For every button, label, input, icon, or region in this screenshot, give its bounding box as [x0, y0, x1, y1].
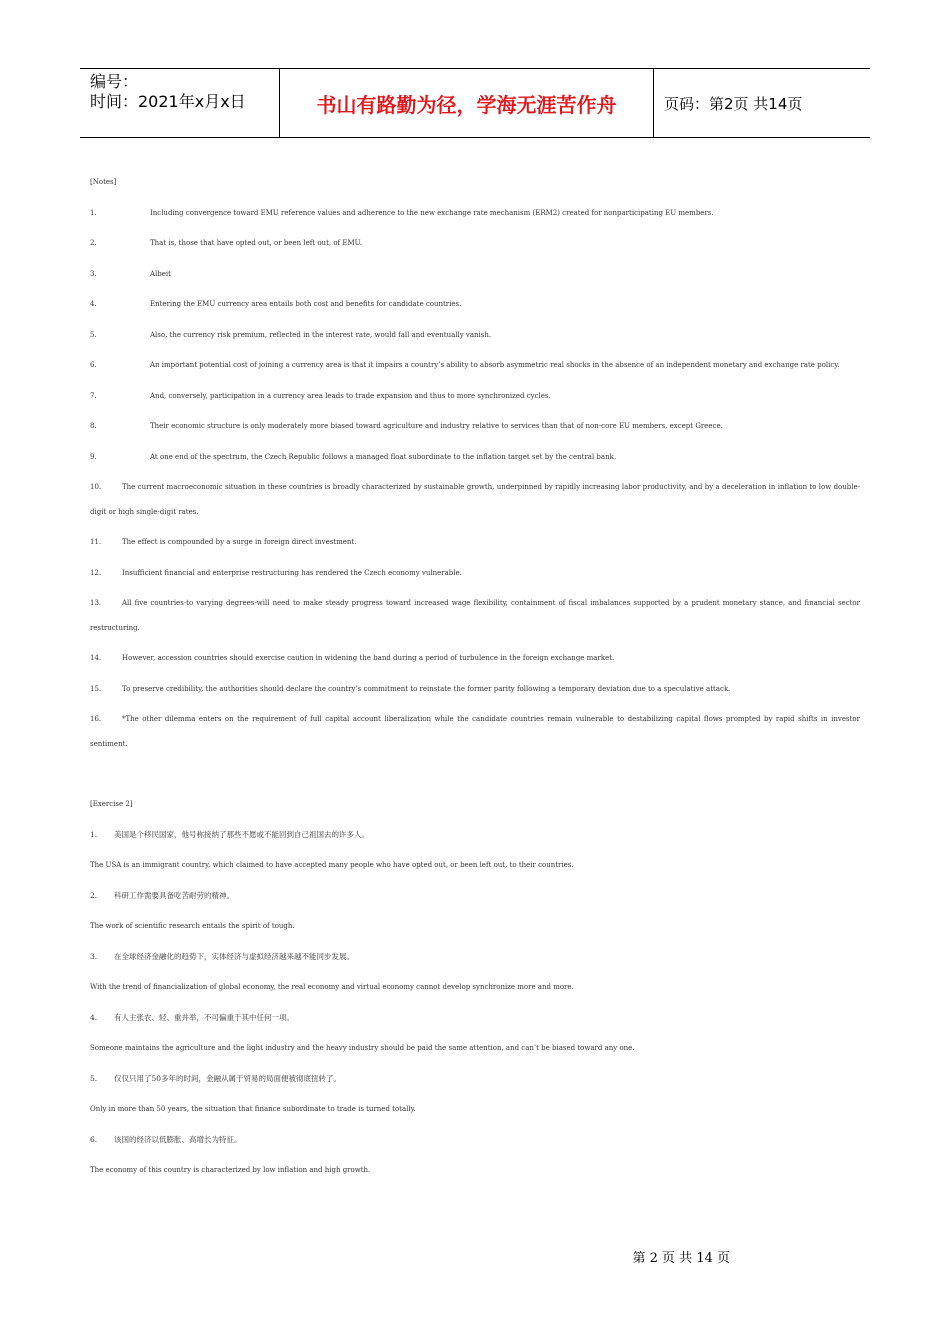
- note-item: [90, 646, 860, 671]
- exercise-chinese: [90, 884, 860, 909]
- note-text: At one end of the spectrum, the Czech Republic follows a managed float subordinate to the inflation target set by the central bank.: [150, 452, 617, 461]
- note-text: *The other dilemma enters on the requirement of full capital account liberalization while the candidate countries remain vulnerable to destabilizing capital flows prompted by rapid shifts in investor sentiment.: [90, 715, 860, 748]
- note-text: To preserve credibility, the authorities should declare the country’s commitment to reinstate the former parity following a temporary deviation due to a speculative attack.: [122, 684, 731, 693]
- serial-label: 编号：: [90, 72, 139, 91]
- exercise-number: 5.: [90, 1073, 98, 1083]
- note-text: However, accession countries should exercise caution in widening the band during a period of turbulence in the foreign exchange market.: [122, 654, 615, 662]
- notes-title: [Notes]: [90, 178, 117, 186]
- note-item: [90, 384, 860, 409]
- exercise-number: 6.: [90, 1134, 98, 1144]
- header-info: [80, 69, 280, 137]
- exercise-english: The economy of this country is characterized by low inflation and high growth.: [90, 1166, 371, 1174]
- exercise-chinese: [90, 1006, 860, 1031]
- note-text: And, conversely, participation in a currency area leads to trade expansion and thus to more synchronized cycles.: [150, 391, 551, 400]
- exercise-number: 2.: [90, 890, 98, 900]
- note-number: 9.: [90, 452, 97, 461]
- footer-page-number: 第 2 页 共 14 页: [632, 1251, 730, 1266]
- note-item: [90, 707, 860, 756]
- note-item: [90, 445, 860, 470]
- note-item: [90, 561, 860, 586]
- note-text: An important potential cost of joining a currency area is that it impairs a country’s ability to absorb asymmetric real shocks in the absence of an independent monetary and exchange rate policy.: [150, 361, 840, 369]
- note-item: [90, 677, 860, 702]
- note-number: 15.: [90, 684, 102, 693]
- exercise-english: Only in more than 50 years, the situation that finance subordinate to trade is turned totally.: [90, 1105, 416, 1113]
- exercise-chinese-text: 在全球经济金融化的趋势下，实体经济与虚拟经济越来越不能同步发展。: [114, 951, 354, 961]
- header-page-code: 页码：第2页 共14页: [664, 94, 803, 113]
- exercise-chinese-text: 仅仅只用了50多年的时间，金融从属于贸易的局面便被彻底扭转了。: [114, 1073, 342, 1083]
- note-number: 10.: [90, 483, 102, 491]
- note-number: 2.: [90, 239, 97, 247]
- page-footer: [0, 1247, 950, 1266]
- exercise-chinese-text: 有人主张农、轻、重并举，不可偏重于其中任何一项。: [114, 1012, 294, 1022]
- notes-list: [90, 201, 860, 757]
- note-text: That is, those that have opted out, or been left out, of EMU.: [150, 239, 363, 247]
- note-item: [90, 201, 860, 226]
- exercise-number: 1.: [90, 829, 98, 839]
- exercise-number: 4.: [90, 1012, 98, 1022]
- note-number: 3.: [90, 269, 97, 278]
- note-text: Also, the currency risk premium, reflected in the interest rate, would fall and eventually vanish.: [150, 330, 492, 339]
- exercise-title: [Exercise 2]: [90, 800, 133, 808]
- exercise-chinese-text: 科研工作需要具备吃苦耐劳的精神。: [114, 890, 234, 900]
- note-item: [90, 292, 860, 317]
- note-text: Insufficient financial and enterprise restructuring has rendered the Czech economy vulnerable.: [122, 568, 462, 577]
- note-item: [90, 353, 860, 378]
- note-number: 1.: [90, 208, 97, 217]
- note-number: 7.: [90, 391, 97, 400]
- note-text: Albeit: [150, 269, 171, 278]
- note-number: 12.: [90, 568, 102, 577]
- note-number: 6.: [90, 361, 97, 369]
- note-text: Their economic structure is only moderately more biased toward agriculture and industry relative to services than that of non-core EU members, except Greece.: [150, 422, 723, 430]
- note-number: 14.: [90, 654, 102, 662]
- note-item: [90, 591, 860, 640]
- page-header: [80, 68, 870, 138]
- exercise-list: [90, 823, 860, 1183]
- note-number: 13.: [90, 599, 102, 607]
- exercise-chinese: [90, 823, 860, 848]
- time-label: 时间：2021年x月x日: [90, 92, 246, 111]
- note-number: 5.: [90, 330, 97, 339]
- exercise-chinese-text: 该国的经济以低膨胀、高增长为特征。: [114, 1134, 242, 1144]
- exercise-chinese-text: 美国是个移民国家，他号称接纳了那些不愿或不能回到自己祖国去的许多人。: [114, 829, 369, 839]
- note-number: 16.: [90, 715, 102, 723]
- note-text: The effect is compounded by a surge in foreign direct investment.: [122, 538, 357, 546]
- note-item: [90, 262, 860, 287]
- exercise-chinese: [90, 1128, 860, 1153]
- document-body: [90, 170, 860, 1189]
- note-item: [90, 530, 860, 555]
- exercise-english: The USA is an immigrant country, which claimed to have accepted many people who have opted out, or been left out, to their countries.: [90, 861, 574, 869]
- exercise-number: 3.: [90, 951, 98, 961]
- exercise-chinese: [90, 945, 860, 970]
- note-number: 4.: [90, 300, 97, 308]
- note-text: Entering the EMU currency area entails both cost and benefits for candidate countries.: [150, 300, 462, 308]
- note-text: Including convergence toward EMU reference values and adherence to the new exchange rate mechanism (ERM2) created for nonparticipating EU members.: [150, 208, 714, 217]
- exercise-english: Someone maintains the agriculture and the light industry and the heavy industry should be paid the same attention, and can’t be biased toward any one.: [90, 1044, 635, 1052]
- exercise-chinese: [90, 1067, 860, 1092]
- note-text: All five countries-to varying degrees-will need to make steady progress toward increased wage flexibility, containment of fiscal imbalances supported by a prudent monetary stance, and financial sector restructuring.: [90, 599, 860, 632]
- note-item: [90, 475, 860, 524]
- note-number: 8.: [90, 422, 97, 430]
- header-motto: 书山有路勤为径，学海无涯苦作舟: [280, 69, 654, 137]
- exercise-english: The work of scientific research entails the spirit of tough.: [90, 922, 295, 930]
- note-item: [90, 231, 860, 256]
- note-item: [90, 414, 860, 439]
- note-text: The current macroeconomic situation in these countries is broadly characterized by sustainable growth, underpinned by rapidly increasing labor productivity, and by a deceleration in inflation to low double-digit or high single-digit rates.: [90, 483, 860, 516]
- note-number: 11.: [90, 538, 102, 546]
- note-item: [90, 323, 860, 348]
- exercise-english: With the trend of financialization of global economy, the real economy and virtual economy cannot develop synchronize more and more.: [90, 983, 574, 991]
